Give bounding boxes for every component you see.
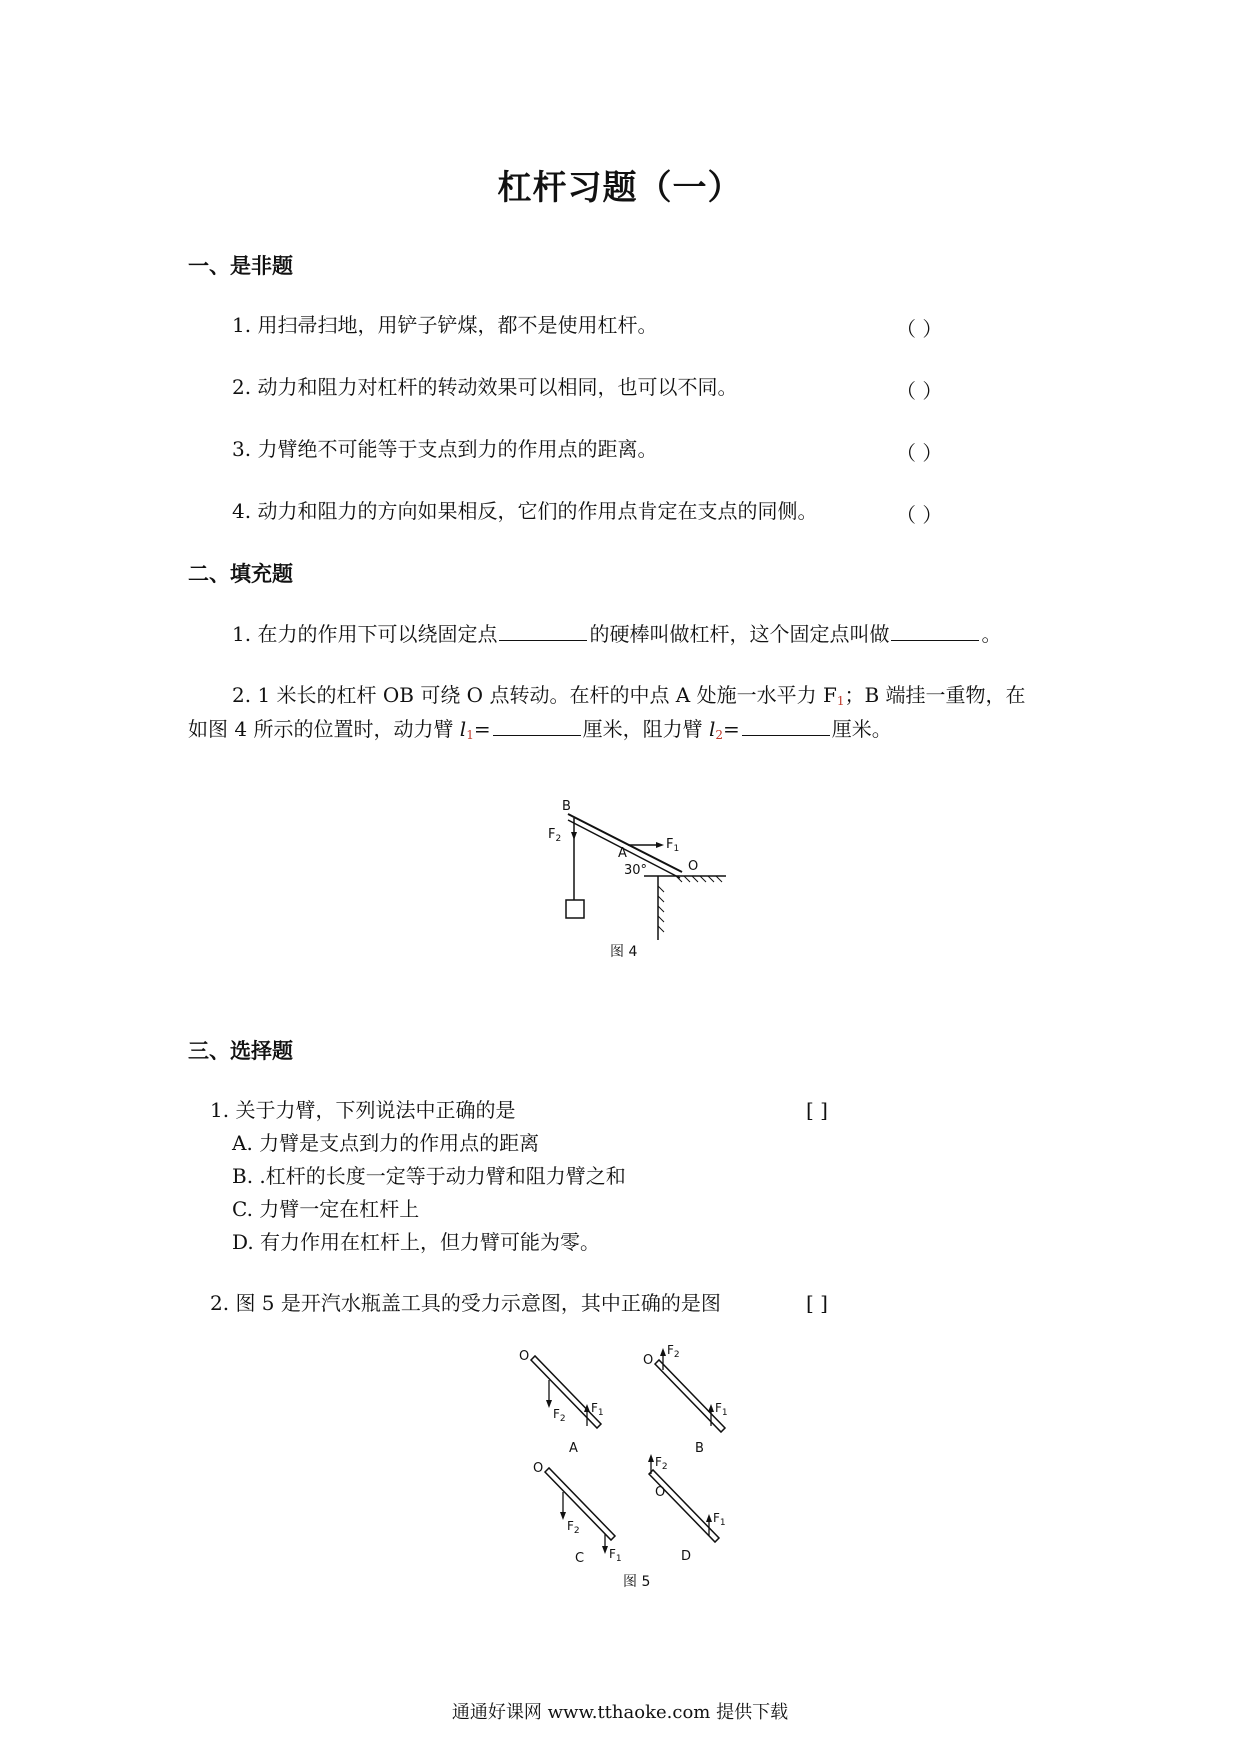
svg-text:D: D [681, 1549, 692, 1564]
svg-text:O: O [643, 1353, 654, 1368]
hanging-weight [566, 900, 584, 918]
l1-subscript: 1 [466, 728, 474, 742]
answer-paren-1[interactable]: （ ） [896, 317, 943, 341]
fill-q1-text-b: 的硬棒叫做杠杆，这个固定点叫做 [589, 622, 890, 646]
answer-paren-2[interactable]: （ ） [896, 379, 943, 403]
svg-text:A: A [569, 1441, 578, 1456]
fig5-option-c [533, 1461, 622, 1566]
fill-q1-text-a: 1. 在力的作用下可以绕固定点 [232, 622, 498, 646]
fig4-label-f2: $F_2$ [548, 827, 562, 844]
svg-text:O: O [519, 1349, 530, 1364]
figure-4-lever-diagram [540, 790, 740, 970]
fill-q2-unit-1: 厘米，阻力臂 [582, 717, 709, 741]
section-heading-fill: 二、填充题 [188, 562, 293, 586]
fig4-label-b: B [562, 799, 571, 814]
fill-q2-text-b: ；B 端挂一重物，在 [844, 683, 1026, 707]
fill-question-2-line-2 [188, 712, 892, 752]
svg-text:B: B [695, 1441, 704, 1456]
ground-hatching [676, 876, 722, 882]
fill-blank-3[interactable] [493, 734, 581, 736]
svg-text:F2: $F_2$ [553, 1407, 566, 1424]
fig4-label-o: O [688, 859, 699, 874]
page-footer: 通通好课网 www.tthaoke.com 提供下载 [451, 1702, 789, 1723]
fill-q1-text-c: 。 [981, 622, 1002, 646]
f1-subscript: 1 [836, 694, 845, 708]
fig4-angle-label: 30° [624, 863, 648, 878]
page-title: 杠杆习题（一） [497, 168, 743, 208]
truefalse-question-3: 3. 力臂绝不可能等于支点到力的作用点的距离。 [232, 437, 658, 461]
section-heading-truefalse: 一、是非题 [188, 254, 293, 278]
answer-paren-4[interactable]: （ ） [896, 503, 943, 527]
fill-question-1 [232, 617, 1001, 651]
svg-text:F2: $F_2$ [655, 1455, 668, 1472]
fig5-option-b [643, 1343, 728, 1456]
answer-paren-3[interactable]: （ ） [896, 441, 943, 465]
fill-blank-2[interactable] [891, 639, 979, 641]
svg-text:O: O [655, 1485, 666, 1500]
fig5-option-a [519, 1349, 604, 1456]
l1-symbol: l [459, 717, 467, 741]
f1-arrowhead [656, 842, 664, 848]
choice-option-c: C. 力臂一定在杠杆上 [232, 1197, 420, 1221]
svg-text:F1: $F_1$ [715, 1401, 728, 1418]
equals-2: = [723, 717, 740, 741]
fill-q2-unit-2: 厘米。 [831, 717, 892, 741]
choice-bracket-1[interactable]: [ ] [806, 1098, 828, 1122]
fig4-label-a: A [618, 846, 627, 861]
fig5-caption: 图 5 [623, 1574, 651, 1590]
fig5-option-d [648, 1454, 726, 1564]
svg-text:O: O [533, 1461, 544, 1476]
equals-1: = [473, 717, 491, 741]
figure-5-opener-diagrams [505, 1340, 765, 1600]
wall-hatching [658, 886, 664, 932]
l2-symbol: l [708, 717, 716, 741]
fill-q2-text-c: 如图 4 所示的位置时，动力臂 [188, 717, 460, 741]
fig4-caption: 图 4 [610, 944, 638, 960]
fill-blank-4[interactable] [742, 734, 830, 736]
truefalse-question-1: 1. 用扫帚扫地，用铲子铲煤，都不是使用杠杆。 [232, 313, 658, 337]
choice-bracket-2[interactable]: [ ] [806, 1291, 828, 1315]
l2-subscript: 2 [715, 728, 724, 742]
svg-text:F2: $F_2$ [567, 1519, 580, 1536]
svg-text:C: C [575, 1551, 585, 1566]
choice-option-d: D. 有力作用在杠杆上，但力臂可能为零。 [232, 1230, 601, 1254]
choice-option-a: A. 力臂是支点到力的作用点的距离 [232, 1131, 540, 1155]
choice-question-2: 2. 图 5 是开汽水瓶盖工具的受力示意图，其中正确的是图 [210, 1291, 721, 1315]
truefalse-question-2: 2. 动力和阻力对杠杆的转动效果可以相同，也可以不同。 [232, 375, 738, 399]
svg-text:F1: $F_1$ [713, 1511, 726, 1528]
fill-q2-text-a: 2. 1 米长的杠杆 OB 可绕 O 点转动。在杆的中点 A 处施一水平力 F [232, 683, 837, 707]
choice-option-b: B. .杠杆的长度一定等于动力臂和阻力臂之和 [232, 1164, 626, 1188]
fig4-label-f1: $F_1$ [666, 837, 680, 854]
choice-question-1: 1. 关于力臂，下列说法中正确的是 [210, 1098, 516, 1122]
svg-text:F1: $F_1$ [609, 1547, 622, 1564]
section-heading-choice: 三、选择题 [188, 1039, 293, 1063]
svg-text:F2: $F_2$ [667, 1343, 680, 1360]
fill-blank-1[interactable] [499, 639, 587, 641]
f2-arrowhead [571, 832, 577, 840]
svg-text:F1: $F_1$ [591, 1401, 604, 1418]
truefalse-question-4: 4. 动力和阻力的方向如果相反，它们的作用点肯定在支点的同侧。 [232, 499, 818, 523]
